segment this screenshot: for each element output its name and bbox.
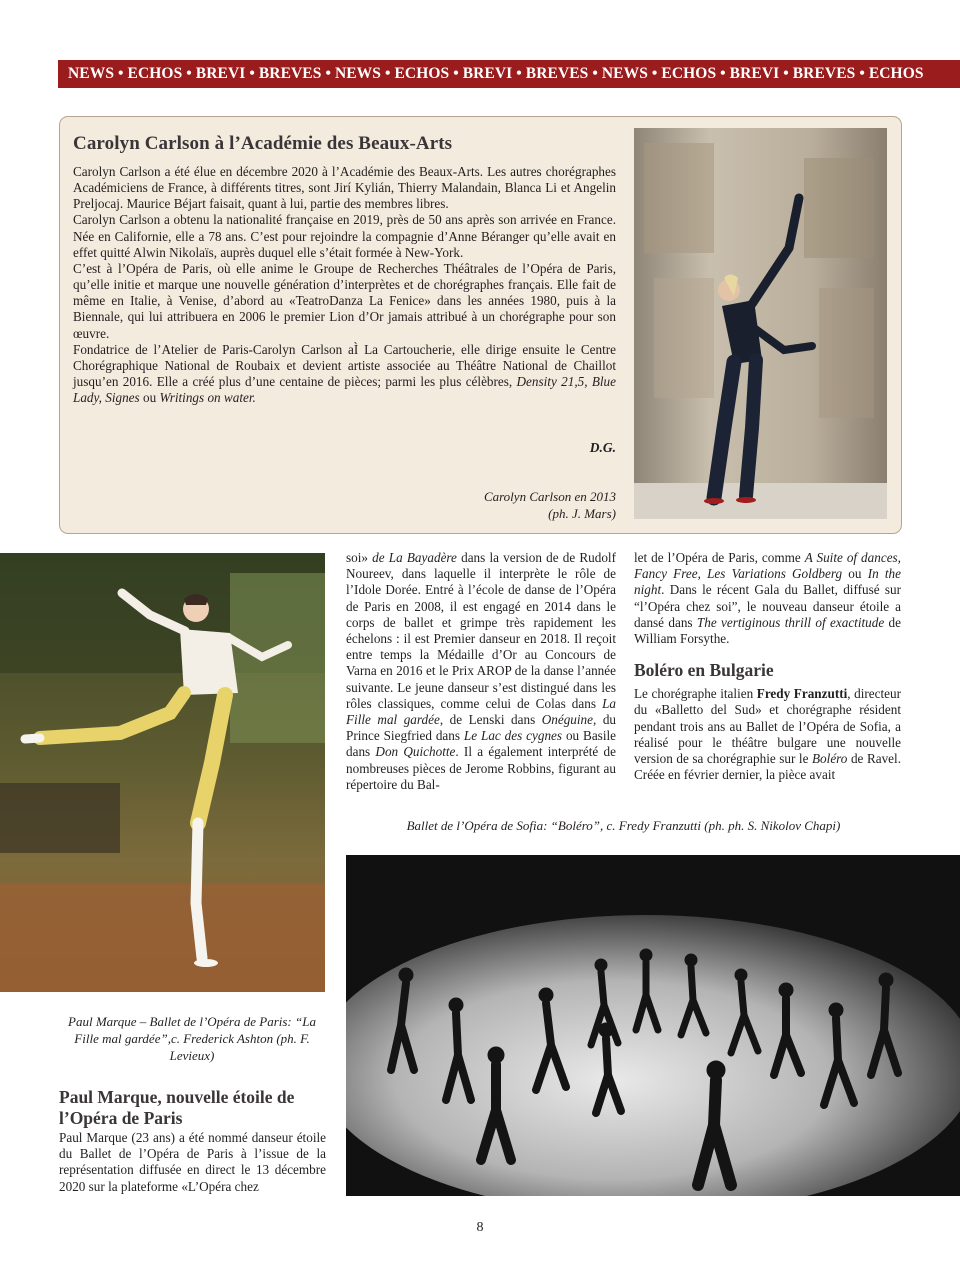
paul-marque-photo xyxy=(0,553,325,992)
signature: D.G. xyxy=(589,440,616,455)
bolero-title: Boléro en Bulgarie xyxy=(634,660,774,681)
news-banner: NEWS • ECHOS • BREVI • BREVES • NEWS • ECHOS • BREVI • BREVES • NEWS • ECHOS • BREVI • BREVES • ECHOS xyxy=(58,60,960,88)
bolero-text: Le chorégraphe italien Fredy Franzutti, directeur du «Balletto del Sud» et chorégraphe résident pendant trois ans au Ballet de l’Opéra de Sofia, a réalisé pour le théâtre bulgare une nouvelle version de sa chorégraphie sur le Boléro de Ravel. Créée en février dernier, la pièce avait xyxy=(634,686,902,783)
col3-text xyxy=(634,550,901,783)
paul-marque-title: Paul Marque, nouvelle étoile de l’Opéra de Paris xyxy=(59,1087,295,1128)
paul-marque-text: Paul Marque (23 ans) a été nommé danseur étoile du Ballet de l’Opéra de Paris à l’issue de la représentation diffusée en direct le 13 décembre 2020 sur la plateforme «L’Opéra chez xyxy=(59,1130,326,1194)
carlson-paragraph-4: Fondatrice de l’Atelier de Paris-Carolyn Carlson aÌ La Cartoucherie, elle dirige ensuite le Centre Chorégraphique National de Roubaix et devient artiste associée au Théâtre National de Chaillot jusqu’en 2016. Elle a créé plus d’une centaine de pièces; parmi les plus célèbres, Density 21,5, Blue Lady, Signes ou Writings on water. xyxy=(73,341,617,406)
bolero-photo xyxy=(346,855,960,1196)
marque-article-end: let de l’Opéra de Paris, comme A Suite of dances, Fancy Free, Les Variations Goldberg ou In the night. Dans le récent Gala du Ballet, diffusé sur “l’Opéra chez soi”, le nouveau danseur étoile a dansé dans The vertiginous thrill of exactitude de William Forsythe. xyxy=(634,550,902,647)
bolero-photo-caption: Ballet de l’Opéra de Sofia: “Boléro”, c. Fredy Franzutti (ph. ph. S. Nikolov Chapi) xyxy=(406,818,841,833)
carlson-text xyxy=(73,164,616,406)
carlson-paragraph-3: C’est à l’Opéra de Paris, où elle anime le Groupe de Recherches Théâtrales de l’Opéra de Paris, qu’elle initie et marque une nouvelle génération d’interprètes et de chorégraphes français. Elle fait de même en Italie, à Venise, d’abord au «TeatroDanza La Fenice» dans les années 1980, puis à la Biennale, qui lui attribuera en 2006 le premier Lion d’Or jamais attribué à un chorégraphe pour son œuvre. xyxy=(73,260,616,341)
carlson-photo-caption: Carolyn Carlson en 2013 (ph. J. Mars) xyxy=(483,489,616,521)
carlson-photo xyxy=(634,128,887,519)
carlson-title: Carolyn Carlson à l’Académie des Beaux-Arts xyxy=(73,133,453,154)
marque-article-continued: soi» de La Bayadère dans la version de de Rudolf Noureev, dans laquelle il interprète le rôle de l’Idole Dorée. Entré à l’école de danse de l’Opéra de Paris en 2008, il est engagé en 2014 dans le corps de ballet et grimpe très rapidement les échelons : il est Premier danseur en 2018. Il reçoit entre temps la Médaille d’Or au Concours de Varna en 2016 et le Prix AROP de la danse l’année suivante. Le jeune danseur s’est distingué dans les rôles classiques, comme celui de Colas dans La Fille mal gardée, de Lenski dans Onéguine, du Prince Siegfried dans Le Lac des cygnes ou Basile dans Don Quichotte. Il a également interprété de nombreuses pièces de Jerome Robbins, figurant au répertoire du Bal- xyxy=(346,550,616,792)
carlson-paragraph-1: Carolyn Carlson a été élue en décembre 2020 à l’Académie des Beaux-Arts. Les autres chorégraphes Académiciens de France, à différents titres, sont Jirí Kylián, Thierry Malandain, Blanca Li et Angelin Preljocaj. Maurice Béjart faisait, quant à lui, partie des membres libres. xyxy=(73,164,616,212)
carlson-paragraph-2: Carolyn Carlson a obtenu la nationalité française en 2019, près de 50 ans après son arrivée en France. Née en Californie, elle a 78 ans. C’est pour rejoindre la compagnie d’Anne Béranger qu’elle avait en effet quitté Alwin Nikolaïs, auprès duquel elle s’était formée à New-York. xyxy=(73,212,616,260)
paul-marque-photo-caption: Paul Marque – Ballet de l’Opéra de Paris: “La Fille mal gardée”,c. Frederick Ashton (ph. F. Levieux) xyxy=(68,1014,316,1063)
page-number: 8 xyxy=(476,1220,484,1235)
